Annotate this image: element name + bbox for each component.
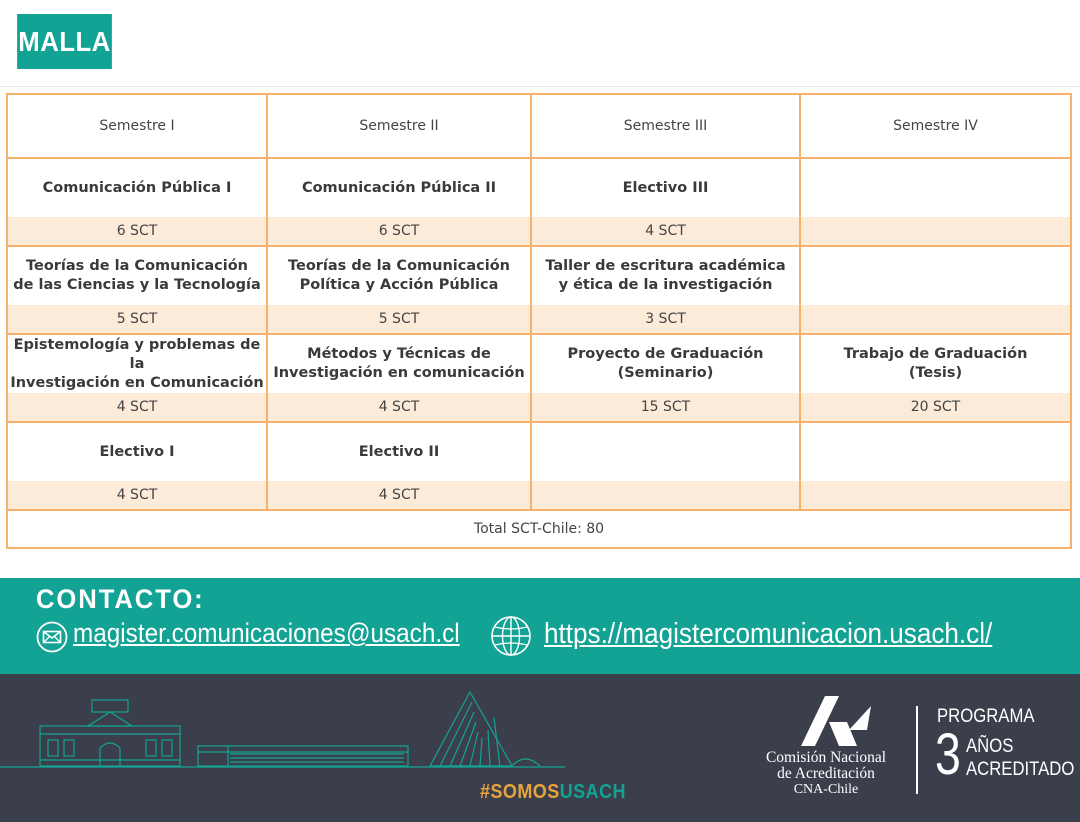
credits-row xyxy=(7,217,1071,246)
course-credits: 5 SCT xyxy=(267,305,531,334)
accreditation-years: 3 xyxy=(935,722,961,787)
course-name: Electivo II xyxy=(267,422,531,481)
campus-buildings-illustration xyxy=(0,688,570,768)
course-row xyxy=(7,246,1071,305)
course-name xyxy=(800,422,1071,481)
globe-icon xyxy=(490,615,532,657)
course-credits xyxy=(800,305,1071,334)
curriculum-table xyxy=(6,93,1072,549)
course-name: Epistemología y problemas de la Investigación en Comunicación xyxy=(7,334,267,393)
semester-header: Semestre II xyxy=(267,94,531,158)
course-name: Teorías de la Comunicación de las Ciencias y la Tecnología xyxy=(7,246,267,305)
course-name: Comunicación Pública II xyxy=(267,158,531,217)
credits-row xyxy=(7,305,1071,334)
hashtag-part: USACH xyxy=(559,781,626,803)
course-name xyxy=(531,422,800,481)
divider xyxy=(916,706,918,794)
total-row xyxy=(7,510,1071,548)
hashtag-part: #SOMOS xyxy=(480,781,560,803)
course-credits: 4 SCT xyxy=(7,481,267,510)
course-name: Teorías de la Comunicación Política y Acción Pública xyxy=(267,246,531,305)
course-credits: 6 SCT xyxy=(7,217,267,246)
contact-band xyxy=(0,578,1080,674)
course-name: Taller de escritura académica y ética de la investigación xyxy=(531,246,800,305)
course-credits: 4 SCT xyxy=(531,217,800,246)
course-credits: 4 SCT xyxy=(267,393,531,422)
footer xyxy=(0,674,1080,822)
malla-badge: MALLA xyxy=(17,14,112,69)
course-name xyxy=(800,158,1071,217)
email-link[interactable]: magister.comunicaciones@usach.cl xyxy=(73,618,460,648)
course-credits xyxy=(800,481,1071,510)
course-name: Electivo III xyxy=(531,158,800,217)
course-credits xyxy=(800,217,1071,246)
hashtag xyxy=(480,781,626,804)
course-credits: 6 SCT xyxy=(267,217,531,246)
table-header-row xyxy=(7,94,1071,158)
semester-header: Semestre III xyxy=(531,94,800,158)
course-name: Métodos y Técnicas de Investigación en comunicación xyxy=(267,334,531,393)
cna-line: Comisión Nacional xyxy=(765,749,887,766)
credits-row xyxy=(7,393,1071,422)
course-credits: 3 SCT xyxy=(531,305,800,334)
credits-row xyxy=(7,481,1071,510)
cna-line: CNA-Chile xyxy=(793,782,859,797)
envelope-icon xyxy=(36,621,68,653)
accredited-label: ACREDITADO xyxy=(966,759,1075,780)
course-row xyxy=(7,334,1071,393)
cna-logo-icon xyxy=(795,692,875,748)
course-credits xyxy=(531,481,800,510)
semester-header: Semestre I xyxy=(7,94,267,158)
divider xyxy=(0,86,1080,87)
course-name: Electivo I xyxy=(7,422,267,481)
course-name xyxy=(800,246,1071,305)
website-link[interactable]: https://magistercomunicacion.usach.cl/ xyxy=(544,618,993,650)
course-name: Comunicación Pública I xyxy=(7,158,267,217)
program-label: PROGRAMA xyxy=(937,706,1035,727)
course-credits: 4 SCT xyxy=(267,481,531,510)
course-row xyxy=(7,158,1071,217)
cna-name xyxy=(752,750,900,798)
total-credits: Total SCT-Chile: 80 xyxy=(7,510,1071,548)
course-credits: 15 SCT xyxy=(531,393,800,422)
course-credits: 4 SCT xyxy=(7,393,267,422)
contact-title: CONTACTO: xyxy=(36,584,205,614)
cna-line: de Acreditación xyxy=(777,765,875,782)
course-name: Proyecto de Graduación (Seminario) xyxy=(531,334,800,393)
course-credits: 5 SCT xyxy=(7,305,267,334)
years-label: AÑOS xyxy=(966,736,1014,757)
course-name: Trabajo de Graduación (Tesis) xyxy=(800,334,1071,393)
course-row xyxy=(7,422,1071,481)
course-credits: 20 SCT xyxy=(800,393,1071,422)
semester-header: Semestre IV xyxy=(800,94,1071,158)
